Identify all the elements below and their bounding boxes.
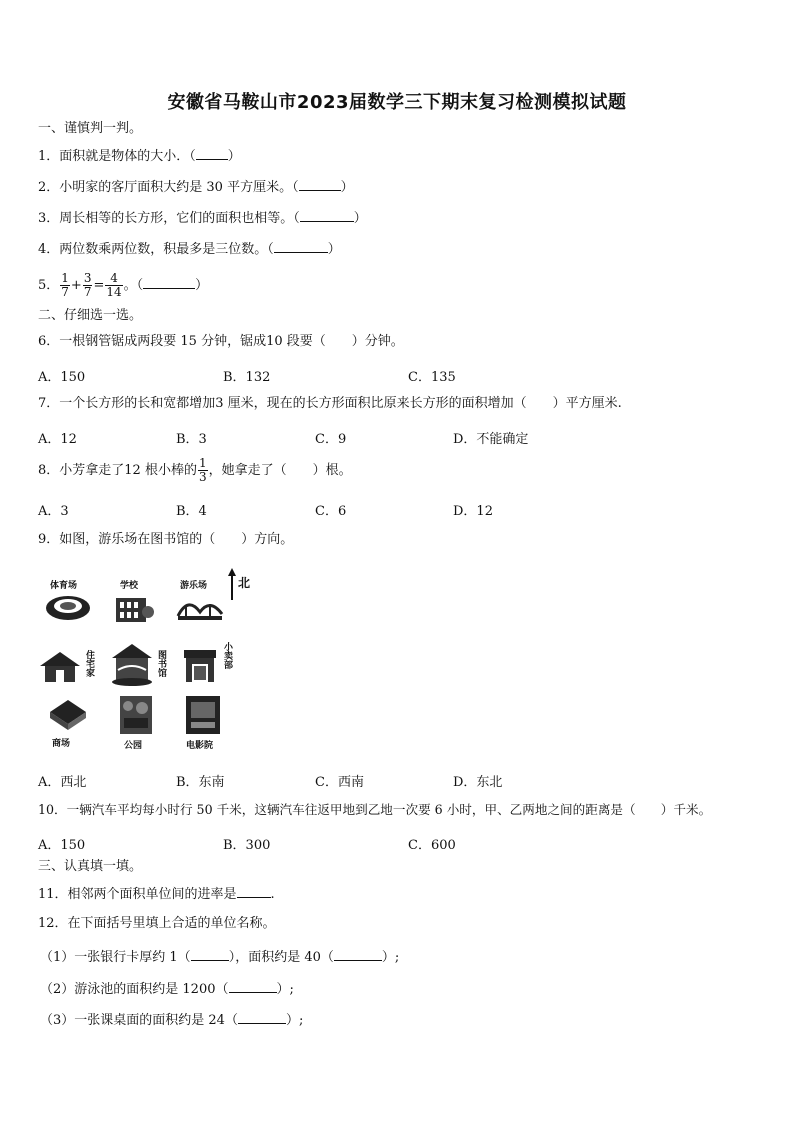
question-3-text: 3．周长相等的长方形，它们的面积也相等。（ — [38, 211, 300, 226]
option-8b[interactable]: B．4 — [176, 504, 207, 519]
section-1-heading: 一、谨慎判一判。 — [38, 121, 143, 136]
question-7-text: 7．一个长方形的长和宽都增加3 厘米，现在的长方形面积比原来长方形的面积增加（ ）平方厘米. — [38, 396, 622, 411]
page-title: 安徽省马鞍山市2023届数学三下期末复习检测模拟试题 — [167, 92, 627, 113]
answer-blank-2[interactable] — [299, 178, 341, 191]
label-dianyingyuan: 电影院 — [186, 741, 214, 751]
equals-sign: = — [93, 278, 105, 293]
north-label: 北 — [238, 576, 251, 590]
option-9a[interactable]: A．西北 — [38, 775, 87, 790]
label-zhuzhaijia: 住宅家 — [84, 650, 94, 677]
option-6b[interactable]: B．132 — [223, 370, 271, 385]
question-8-tail: ，她拿走了（ ）根。 — [208, 463, 352, 478]
question-2-tail: ） — [340, 180, 354, 195]
answer-blank-12-2[interactable] — [229, 980, 277, 993]
option-9c[interactable]: C．西南 — [315, 775, 364, 790]
question-12-2 — [40, 980, 294, 998]
label-xuexiao: 学校 — [120, 581, 139, 591]
question-4 — [38, 240, 341, 258]
question-12-1-mid: ），面积约是 40（ — [228, 950, 334, 965]
label-gongyuan: 公园 — [124, 741, 143, 751]
question-1 — [38, 147, 241, 165]
question-11 — [38, 885, 275, 903]
plus-sign: + — [70, 278, 82, 293]
option-9b[interactable]: B．东南 — [176, 775, 225, 790]
question-1-tail: ） — [227, 149, 241, 164]
question-4-tail: ） — [327, 242, 341, 257]
question-12-3 — [40, 1011, 303, 1029]
answer-blank-12-1b[interactable] — [334, 948, 382, 961]
question-2 — [38, 178, 354, 196]
question-12-text: 12．在下面括号里填上合适的单位名称。 — [38, 916, 276, 931]
label-tiyuchang: 体育场 — [50, 581, 78, 591]
shop-icon — [182, 646, 218, 686]
question-5-tail2: ） — [195, 278, 209, 293]
label-xiaomaibu: 小卖部 — [222, 642, 232, 669]
option-10a[interactable]: A．150 — [38, 838, 86, 853]
question-8 — [38, 453, 352, 489]
section-3-heading: 三、认真填一填。 — [38, 859, 143, 874]
option-10b[interactable]: B．300 — [223, 838, 271, 853]
question-3-tail: ） — [353, 211, 367, 226]
option-10c[interactable]: C．600 — [408, 838, 456, 853]
label-tushuguan: 图书馆 — [156, 650, 166, 677]
park-icon — [118, 694, 154, 736]
question-12-2-tail: ）; — [276, 982, 294, 997]
question-5 — [38, 268, 208, 304]
mall-icon — [48, 698, 88, 732]
fraction-4-14: $\frac{4}{14}$ — [106, 271, 122, 299]
answer-blank-1[interactable] — [196, 147, 228, 160]
stadium-icon — [44, 590, 92, 622]
option-7d[interactable]: D．不能确定 — [453, 432, 529, 447]
question-2-text: 2．小明家的客厅面积大约是 30 平方厘米。（ — [38, 180, 299, 195]
question-12-1 — [40, 948, 399, 966]
question-12-3-text: （3）一张课桌面的面积约是 24（ — [40, 1013, 238, 1028]
answer-blank-12-3[interactable] — [238, 1011, 286, 1024]
answer-blank-3[interactable] — [300, 209, 354, 222]
question-5-tail1: 。（ — [123, 278, 144, 293]
option-7b[interactable]: B．3 — [176, 432, 207, 447]
fraction-1-3: $\frac{1}{3}$ — [198, 456, 207, 484]
question-4-text: 4．两位数乘两位数，积最多是三位数。（ — [38, 242, 274, 257]
home-icon — [40, 650, 82, 684]
option-7c[interactable]: C．9 — [315, 432, 347, 447]
fraction-1-7: $\frac{1}{7}$ — [61, 271, 69, 299]
option-7a[interactable]: A．12 — [38, 432, 77, 447]
question-9-text: 9．如图，游乐场在图书馆的（ ）方向。 — [38, 532, 294, 547]
answer-blank-4[interactable] — [274, 240, 328, 253]
question-12-1-text: （1）一张银行卡厚约 1（ — [40, 950, 191, 965]
answer-blank-5[interactable] — [143, 276, 195, 289]
cinema-icon — [184, 694, 222, 736]
question-11-tail: . — [270, 887, 275, 902]
question-12-2-text: （2）游泳池的面积约是 1200（ — [40, 982, 229, 997]
question-1-text: 1．面积就是物体的大小．（ — [38, 149, 196, 164]
library-icon — [110, 642, 154, 688]
option-9d[interactable]: D．东北 — [453, 775, 503, 790]
section-2-heading: 二、仔细选一选。 — [38, 308, 143, 323]
option-6c[interactable]: C．135 — [408, 370, 456, 385]
question-6-text: 6．一根钢管锯成两段要 15 分钟，锯成10 段要（ ）分钟。 — [38, 334, 404, 349]
amusement-park-icon — [176, 592, 224, 622]
question-12-3-tail: ）; — [285, 1013, 304, 1028]
label-youlechang: 游乐场 — [180, 581, 208, 591]
fraction-3-7: $\frac{3}{7}$ — [83, 271, 92, 299]
option-8c[interactable]: C．6 — [315, 504, 347, 519]
question-3 — [38, 209, 367, 227]
option-6a[interactable]: A．150 — [38, 370, 86, 385]
answer-blank-12-1a[interactable] — [191, 948, 229, 961]
question-8-lead: 8．小芳拿走了12 根小棒的 — [38, 463, 197, 478]
question-11-text: 11．相邻两个面积单位间的进率是 — [38, 887, 237, 902]
label-shangchang: 商场 — [52, 739, 71, 749]
question-12-1-tail: ）; — [381, 950, 400, 965]
question-5-lead: 5． — [38, 278, 60, 293]
option-8a[interactable]: A．3 — [38, 504, 69, 519]
question-10-text: 10．一辆汽车平均每小时行 50 千米，这辆汽车往返甲地到乙地一次要 6 小时，甲、乙两地之间的距离是（ ）千米。 — [38, 802, 712, 817]
answer-blank-11[interactable] — [237, 885, 271, 898]
direction-map — [38, 566, 268, 752]
school-icon — [112, 590, 154, 624]
option-8d[interactable]: D．12 — [453, 504, 493, 519]
